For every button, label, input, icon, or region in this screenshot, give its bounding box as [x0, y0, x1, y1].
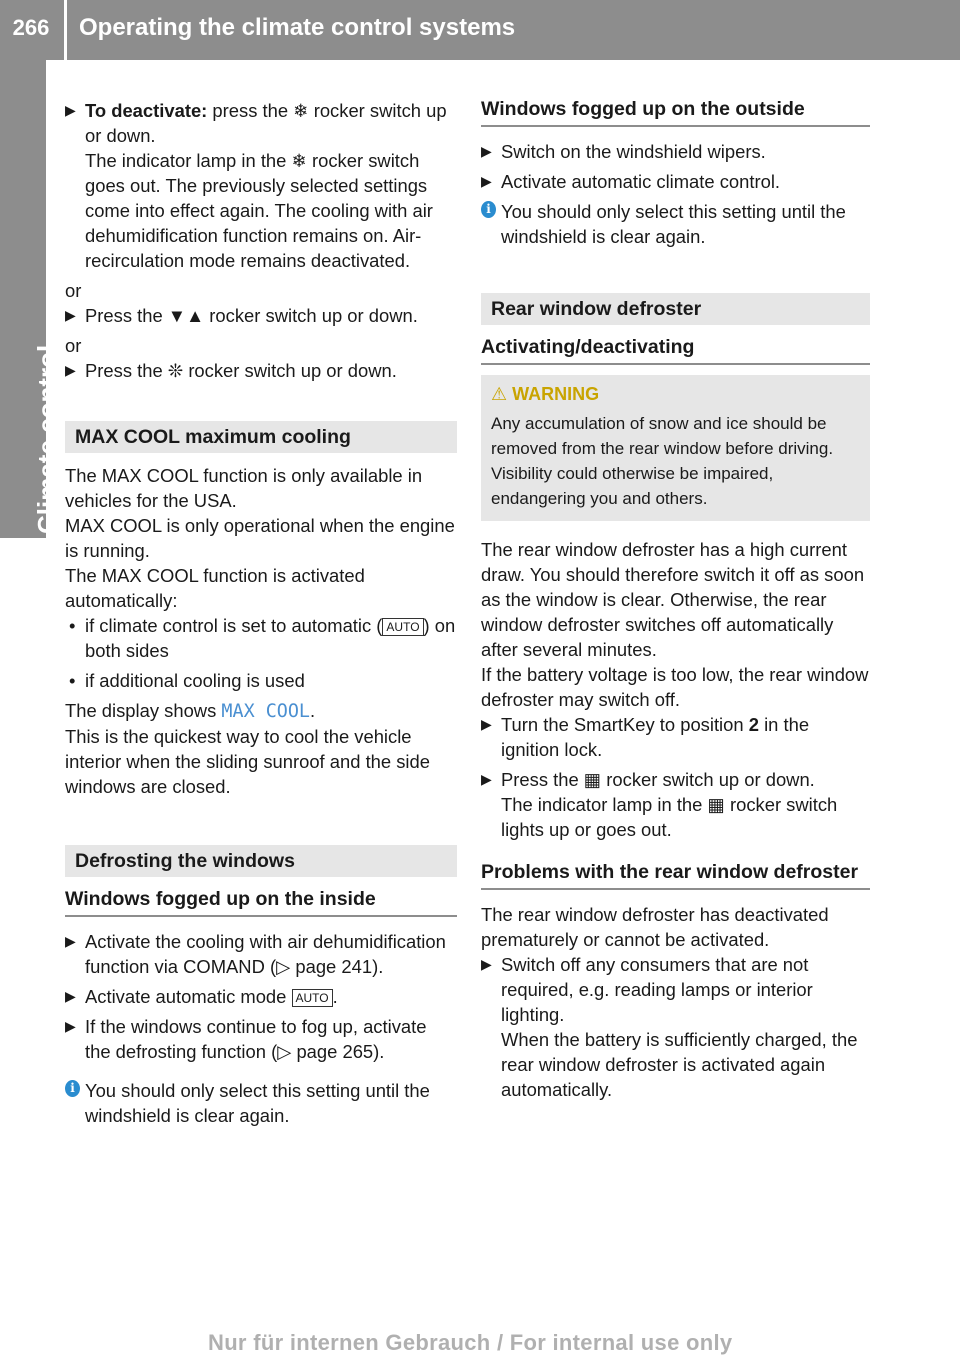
right-column — [481, 97, 870, 1102]
deactivate-label: To deactivate: — [85, 100, 208, 121]
rear-para: If the battery voltage is too low, the rear window defroster may switch off. — [481, 664, 869, 710]
step-arrow-icon: ▶ — [65, 307, 76, 323]
side-tab-label: Climate control — [32, 344, 62, 534]
step-air-text: Press the ▼▲ rocker switch up or down. — [85, 305, 418, 326]
step-arrow-icon: ▶ — [65, 988, 76, 1004]
warning-icon: ⚠ — [491, 384, 508, 404]
bullet-dot: • — [69, 670, 76, 691]
bullet-item — [65, 668, 457, 693]
step-problems — [481, 952, 870, 1102]
left-column — [65, 98, 457, 1128]
step-inside-text: . — [332, 986, 338, 1007]
max-cool-para: The MAX COOL function is only available in vehicles for the USA. — [65, 465, 423, 511]
step-outside — [481, 169, 870, 194]
bullet-text: ) on both sides — [85, 615, 456, 661]
step-arrow-icon: ▶ — [481, 143, 492, 159]
max-cool-para: This is the quickest way to cool the vehicle interior when the sliding sunroof and the side windows are closed. — [65, 726, 430, 797]
header-bar — [0, 0, 960, 60]
step-arrow-icon: ▶ — [481, 716, 492, 732]
step-air-recirculation — [65, 303, 457, 328]
header-divider — [64, 0, 67, 60]
info-icon: i — [481, 201, 496, 218]
step-inside — [65, 984, 457, 1009]
problems-para: The rear window defroster has deactivated prematurely or cannot be activated. — [481, 904, 829, 950]
page-title: Operating the climate control systems — [79, 14, 516, 41]
bullet-dot: • — [69, 615, 76, 636]
step-rear — [481, 712, 870, 762]
warning-box — [481, 375, 870, 521]
step-inside — [65, 929, 457, 979]
deactivate-text: press the ❄ rocker switch up or down. — [85, 100, 447, 146]
max-cool-para: MAX COOL is only operational when the engine is running. — [65, 515, 455, 561]
rear-defroster-heading: Rear window defroster — [481, 293, 870, 325]
step-fan — [65, 358, 457, 383]
display-value: MAX COOL — [221, 701, 310, 722]
defrost-heading: Defrosting the windows — [65, 845, 457, 877]
side-tab — [0, 60, 62, 538]
max-cool-heading: MAX COOL maximum cooling — [65, 421, 457, 453]
info-note — [481, 199, 870, 249]
step-arrow-icon: ▶ — [481, 956, 492, 972]
auto-button-icon: AUTO — [292, 989, 333, 1007]
deactivate-result: The indicator lamp in the ❄ rocker switch goes out. The previously selected settings come into effect again. The cooling with air dehumidification function remains on. Air-recirculation mode remains deactivated. — [85, 150, 433, 271]
step-rear-text: Turn the SmartKey to position — [501, 714, 744, 735]
step-rear-text: in the ignition lock. — [501, 714, 810, 760]
max-cool-para: The MAX COOL function is activated automatically: — [65, 565, 365, 611]
step-arrow-icon: ▶ — [65, 362, 76, 378]
step-arrow-icon: ▶ — [481, 173, 492, 189]
step-arrow-icon: ▶ — [65, 1018, 76, 1034]
step-rear-text: Press the ▦ rocker switch up or down. — [501, 769, 815, 790]
inside-heading: Windows fogged up on the inside — [65, 887, 457, 917]
step-inside-text: If the windows continue to fog up, activate the defrosting function (▷ page 265). — [85, 1016, 427, 1062]
display-text: . — [310, 700, 316, 721]
activating-heading: Activating/deactivating — [481, 335, 870, 365]
step-rear-result: The indicator lamp in the ▦ rocker switch lights up or goes out. — [501, 794, 838, 840]
step-problems-text: Switch off any consumers that are not required, e.g. reading lamps or interior lighting. — [501, 954, 813, 1025]
footer-watermark: Nur für internen Gebrauch / For internal use only — [208, 1330, 733, 1355]
rear-para: The rear window defroster has a high current draw. You should therefore switch it off as soon as the window is clear. Otherwise, the rear window defroster switches off automatically after several minutes. — [481, 539, 865, 660]
warning-title: WARNING — [512, 384, 600, 404]
bullet-text: if climate control is set to automatic ( — [85, 615, 383, 636]
step-inside — [65, 1014, 457, 1064]
bullet-text: if additional cooling is used — [85, 670, 305, 691]
step-outside-text: Switch on the windshield wipers. — [501, 141, 766, 162]
step-rear — [481, 767, 870, 842]
page-number: 266 — [12, 15, 50, 40]
problems-heading: Problems with the rear window defroster — [481, 860, 870, 890]
warning-text: Any accumulation of snow and ice should be removed from the rear window before driving. Visibility could otherwise be impaired, endangering you and others. — [491, 414, 834, 508]
step-inside-text: Activate automatic mode — [85, 986, 287, 1007]
step-arrow-icon: ▶ — [481, 771, 492, 787]
key-position: 2 — [748, 714, 759, 735]
auto-button-icon: AUTO — [382, 618, 423, 636]
outside-heading: Windows fogged up on the outside — [481, 97, 870, 127]
step-arrow-icon: ▶ — [65, 102, 76, 118]
or-text: or — [65, 280, 82, 301]
display-text: The display shows — [65, 700, 217, 721]
info-text: You should only select this setting until the windshield is clear again. — [85, 1080, 430, 1126]
step-deactivate — [65, 98, 457, 273]
step-problems-result: When the battery is sufficiently charged, the rear window defroster is activated again automatically. — [501, 1029, 858, 1100]
bullet-item — [65, 613, 457, 663]
step-inside-text: Activate the cooling with air dehumidification function via COMAND (▷ page 241). — [85, 931, 446, 977]
or-text: or — [65, 335, 82, 356]
info-text: You should only select this setting until the windshield is clear again. — [501, 201, 846, 247]
step-outside — [481, 139, 870, 164]
step-arrow-icon: ▶ — [65, 933, 76, 949]
info-icon: i — [65, 1080, 80, 1097]
info-note — [65, 1078, 457, 1128]
step-fan-text: Press the ❊ rocker switch up or down. — [85, 360, 397, 381]
step-outside-text: Activate automatic climate control. — [501, 171, 781, 192]
